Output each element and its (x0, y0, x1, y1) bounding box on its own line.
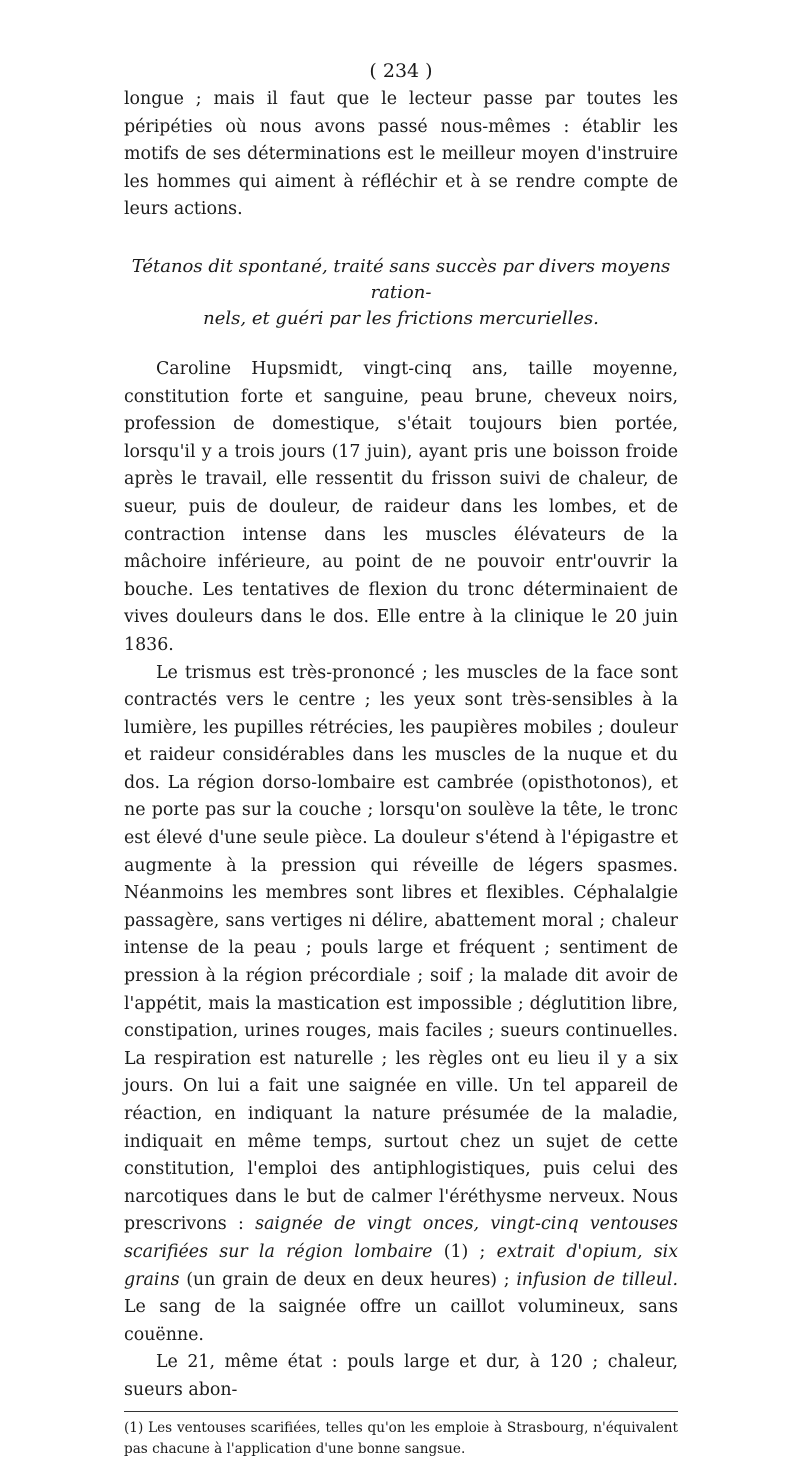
prescription-infusion: infusion de tilleul. (516, 1269, 678, 1290)
case-paragraph-1: Caroline Hupsmidt, vingt-cinq ans, taille moyenne, constitution forte et sanguine, peau brune, cheveux noirs, profession de domestique, s'était toujours bien portée, lorsqu'il y a trois jours (17 juin), ayant pris une boisson froide après le travail, elle ressentit du frisson suivi de chaleur, de sueur, puis de douleur, de raideur dans les lombes, et de contraction intense dans les muscles élévateurs de la mâchoire inférieure, au point de ne pouvoir entr'ouvrir la bouche. Les tentatives de flexion du tronc déterminaient de vives douleurs dans le dos. Elle entre à la clinique le 20 juin 1836. (124, 358, 678, 655)
document-page (124, 58, 678, 1460)
page-number: ( 234 ) (369, 60, 433, 82)
paragraph-2-end: Le sang de la saignée offre un caillot volumineux, sans couënne. (124, 1297, 678, 1345)
prescription-opium: extrait d'opium, six grains (124, 1241, 679, 1290)
footnote-reference: (1) ; (432, 1241, 497, 1262)
case-paragraph-2 (124, 660, 678, 1350)
paragraph-2-text: Le trismus est très-prononcé ; les muscles de la face sont contractés vers le centre ; les yeux sont très-sensibles à la lumière, les pupilles rétrécies, les paupières mobiles ; douleur et raideur considérables dans les muscles de la nuque et du dos. La région dorso-lombaire est cambrée (opisthotonos), et ne porte pas sur la couche ; lorsqu'on soulève la tête, le tronc est élevé d'une seule pièce. La douleur s'étend à l'épigastre et augmente à la pression qui réveille de légers spasmes. Néanmoins les membres sont libres et flexibles. Céphalalgie passagère, sans vertiges ni délire, abattement moral ; chaleur intense de la peau ; pouls large et fréquent ; sentiment de pression à la région précordiale ; soif ; la malade dit avoir de l'appétit, mais la mastication est impossible ; déglutition libre, constipation, urines rouges, mais faciles ; sueurs continuelles. La respiration est naturelle ; les règles ont eu lieu il y a six jours. On lui a fait une saignée en ville. Un tel appareil de réaction, en indiquant la nature présumée de la maladie, indiquait en même temps, surtout chez un sujet de cette constitution, l'emploi des antiphlogistiques, puis celui des narcotiques dans le but de calmer l'éréthysme nerveux. Nous prescrivons : (124, 662, 678, 1235)
section-heading (124, 254, 678, 332)
section-heading-line-1: Tétanos dit spontané, traité sans succès par divers moyens ration- (131, 255, 671, 303)
section-heading-line-2: nels, et guéri par les frictions mercurielles. (203, 307, 599, 329)
prescription-dosage: (un grain de deux en deux heures) ; (179, 1269, 517, 1290)
intro-paragraph: longue ; mais il faut que le lecteur passe par toutes les péripéties où nous avons passé nous-mêmes : établir les motifs de ses déterminations est le meilleur moyen d'instruire les hommes qui aiment à réfléchir et à se rendre compte de leurs actions. (124, 89, 678, 220)
case-paragraph-3: Le 21, même état : pouls large et dur, à 120 ; chaleur, sueurs abon- (124, 1352, 678, 1400)
footnote-divider (124, 1411, 678, 1412)
footnote: (1) Les ventouses scarifiées, telles qu'on les emploie à Strasbourg, n'équivalent pas chacune à l'application d'une bonne sangsue. (124, 1419, 678, 1457)
prescription-bleeding: saignée de vingt onces, vingt-cinq ventouses scarifiées sur la région lombaire (124, 1214, 678, 1262)
